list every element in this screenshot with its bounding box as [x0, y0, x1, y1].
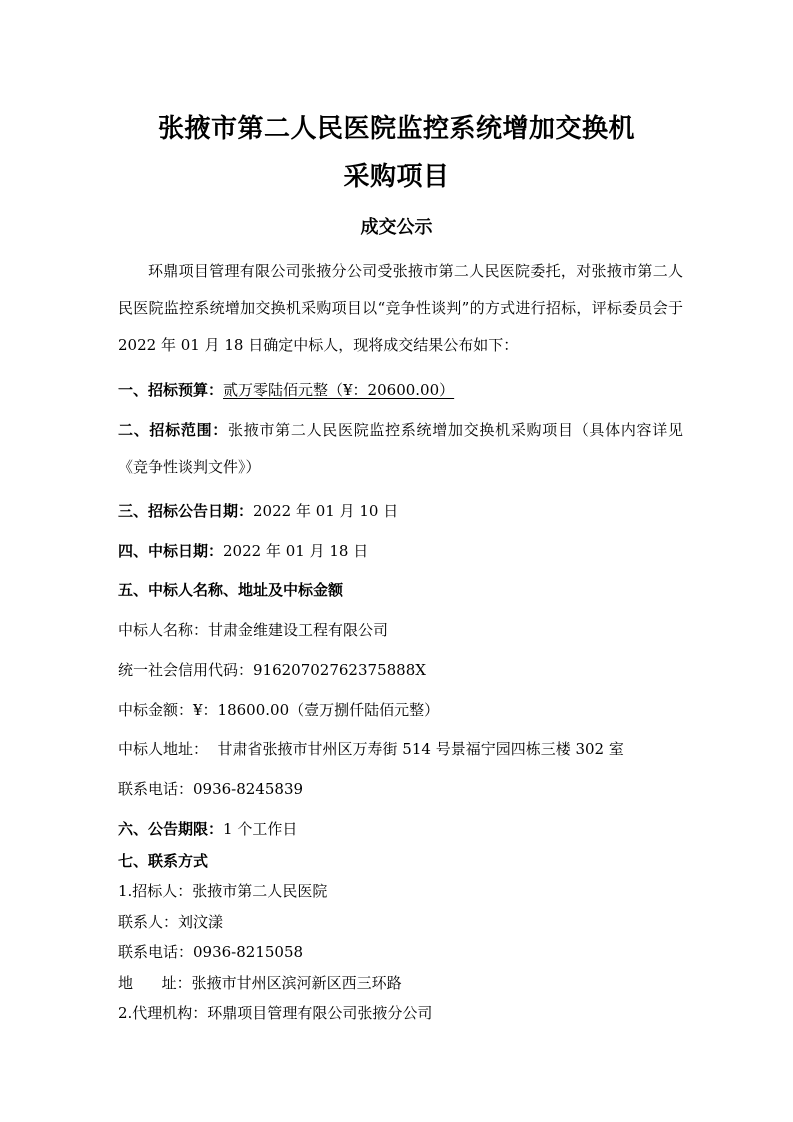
budget-value: 贰万零陆佰元整（¥：20600.00）	[223, 381, 455, 399]
document-subtitle: 成交公示	[360, 217, 433, 238]
document-title-line-1: 张掖市第二人民医院监控系统增加交换机	[157, 114, 635, 144]
budget-label: 一、招标预算：	[118, 381, 224, 399]
document-title-line-2: 采购项目	[343, 162, 450, 192]
winner-name: 中标人名称：甘肃金维建设工程有限公司	[118, 621, 389, 639]
budget-line	[118, 380, 683, 400]
scope-label: 二、招标范围：	[118, 421, 228, 439]
intro-paragraph: 环鼎项目管理有限公司张掖分公司受张掖市第二人民医院委托，对张掖市第二人民医院监控系统增加交换机采购项目以“竞争性谈判”的方式进行招标，评标委员会于 2022 年 01 月 18 日确定中标人，现将成交结果公布如下：	[118, 262, 683, 354]
award-amount: 中标金额：¥：18600.00（壹万捌仟陆佰元整）	[118, 701, 440, 719]
scope-value: 张掖市第二人民医院监控系统增加交换机采购项目（具体内容详见《竞争性谈判文件》）	[118, 421, 683, 476]
winner-heading: 五、中标人名称、地址及中标金额	[118, 581, 344, 599]
contact-person: 联系人：刘汶漾	[118, 913, 224, 931]
contact-heading: 七、联系方式	[118, 852, 209, 870]
period-line	[118, 819, 683, 839]
scope-paragraph	[118, 412, 683, 486]
period-label: 六、公告期限：	[118, 820, 224, 838]
winner-address: 中标人地址： 甘肃省张掖市甘州区万寿街 514 号景福宁园四栋三楼 302 室	[118, 740, 624, 758]
notice-date-label: 三、招标公告日期：	[118, 502, 254, 520]
award-date-label: 四、中标日期：	[118, 542, 224, 560]
credit-code: 统一社会信用代码：91620702762375888X	[118, 661, 426, 679]
tenderer: 1.招标人：张掖市第二人民医院	[118, 882, 328, 900]
notice-date-value: 2022 年 01 月 10 日	[253, 502, 399, 520]
award-date-line	[118, 541, 683, 561]
contact-phone: 联系电话：0936-8215058	[118, 943, 304, 961]
period-value: 1 个工作日	[223, 820, 298, 838]
contact-address: 地 址：张掖市甘州区滨河新区西三环路	[118, 974, 402, 992]
award-date-value: 2022 年 01 月 18 日	[223, 542, 369, 560]
agency: 2.代理机构：环鼎项目管理有限公司张掖分公司	[118, 1004, 433, 1022]
notice-date-line	[118, 501, 683, 521]
winner-phone: 联系电话：0936-8245839	[118, 780, 304, 798]
